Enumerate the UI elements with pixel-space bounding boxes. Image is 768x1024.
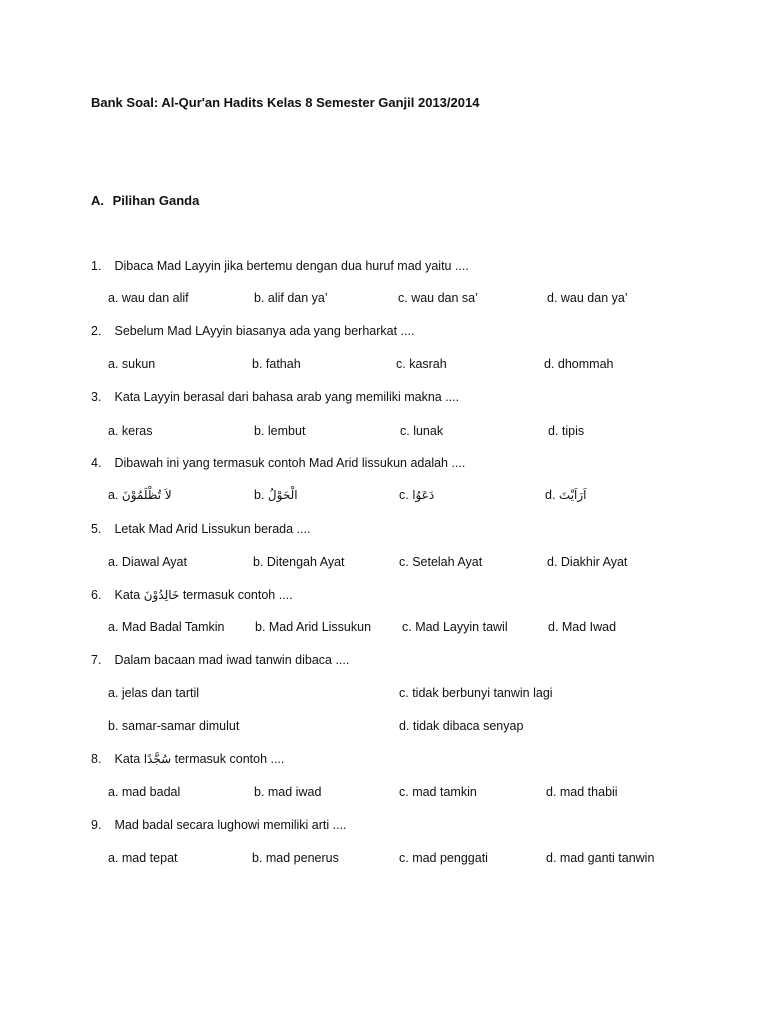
option-b: b. alif dan ya’ (254, 291, 328, 305)
section-letter: A. (91, 193, 104, 208)
option-d: d. dhommah (544, 357, 614, 371)
section-label: Pilihan Ganda (112, 193, 200, 208)
option-c: c. mad tamkin (399, 785, 477, 799)
question-text: Mad badal secara lughowi memiliki arti .... (114, 818, 347, 832)
option-c (399, 488, 434, 502)
question-text: Sebelum Mad LAyyin biasanya ada yang berharkat .... (114, 324, 415, 338)
question-7 (91, 653, 349, 667)
option-d: d. wau dan ya’ (547, 291, 628, 305)
question-number: 5. (91, 522, 102, 536)
option-b: b. samar-samar dimulut (108, 719, 240, 733)
option-a: a. Mad Badal Tamkin (108, 620, 225, 634)
option-c: c. lunak (400, 424, 444, 438)
option-a: a. mad tepat (108, 851, 178, 865)
option-c: c. Mad Layyin tawil (402, 620, 508, 634)
option-b: b. Ditengah Ayat (253, 555, 345, 569)
arabic-text: اَرَاَيْتَ (558, 488, 587, 502)
option-d: d. mad ganti tanwin (546, 851, 655, 865)
question-8 (91, 752, 284, 766)
question-text-before: Kata (114, 588, 141, 602)
question-text-before: Kata (114, 752, 141, 766)
option-a: a. wau dan alif (108, 291, 189, 305)
question-number: 4. (91, 456, 102, 470)
question-number: 6. (91, 588, 102, 602)
option-d: d. Diakhir Ayat (547, 555, 628, 569)
arabic-text: دَعَوُا (412, 488, 435, 502)
question-number: 7. (91, 653, 102, 667)
question-number: 1. (91, 259, 102, 273)
option-c: c. tidak berbunyi tanwin lagi (399, 686, 553, 700)
question-1 (91, 259, 469, 273)
question-text: Kata Layyin berasal dari bahasa arab yang memiliki makna .... (114, 390, 460, 404)
question-number: 2. (91, 324, 102, 338)
arabic-text: خَالِدُوْنَ (143, 588, 180, 602)
question-text: Dibaca Mad Layyin jika bertemu dengan dua huruf mad yaitu .... (114, 259, 469, 273)
option-b: b. Mad Arid Lissukun (255, 620, 372, 634)
option-letter: b. (254, 488, 265, 502)
option-a: a. keras (108, 424, 153, 438)
arabic-text: سُجَّدًا (143, 752, 172, 766)
question-number: 9. (91, 818, 102, 832)
option-b (254, 488, 298, 502)
option-c: c. kasrah (396, 357, 447, 371)
option-d: d. mad thabii (546, 785, 618, 799)
question-2 (91, 324, 414, 338)
question-6 (91, 588, 293, 602)
question-text: Dibawah ini yang termasuk contoh Mad Arid lissukun adalah .... (114, 456, 466, 470)
document-title: Bank Soal: Al-Qur'an Hadits Kelas 8 Semester Ganjil 2013/2014 (91, 95, 480, 110)
question-text-after: termasuk contoh .... (182, 588, 293, 602)
question-text-after: termasuk contoh .... (174, 752, 285, 766)
option-a: a. sukun (108, 357, 156, 371)
option-b: b. lembut (254, 424, 306, 438)
option-a: a. Diawal Ayat (108, 555, 187, 569)
question-number: 8. (91, 752, 102, 766)
option-d (545, 488, 587, 502)
arabic-text: الْحَوْلُ (267, 488, 298, 502)
question-text: Letak Mad Arid Lissukun berada .... (114, 522, 311, 536)
question-5 (91, 522, 310, 536)
option-letter: a. (108, 488, 119, 502)
question-9 (91, 818, 347, 832)
option-c: c. wau dan sa’ (398, 291, 478, 305)
option-c: c. Setelah Ayat (399, 555, 483, 569)
option-b: b. mad penerus (252, 851, 339, 865)
option-c: c. mad penggati (399, 851, 488, 865)
question-number: 3. (91, 390, 102, 404)
option-letter: c. (399, 488, 409, 502)
question-4 (91, 456, 465, 470)
arabic-text: لاَ تُظْلَمُوْنَ (121, 488, 172, 502)
option-a: a. jelas dan tartil (108, 686, 200, 700)
option-d: d. Mad Iwad (548, 620, 617, 634)
question-text: Dalam bacaan mad iwad tanwin dibaca .... (114, 653, 350, 667)
question-3 (91, 390, 459, 404)
option-letter: d. (545, 488, 556, 502)
option-b: b. mad iwad (254, 785, 322, 799)
option-d: d. tipis (548, 424, 585, 438)
option-d: d. tidak dibaca senyap (399, 719, 524, 733)
option-b: b. fathah (252, 357, 301, 371)
section-heading (91, 193, 199, 208)
option-a: a. mad badal (108, 785, 181, 799)
option-a (108, 488, 172, 502)
